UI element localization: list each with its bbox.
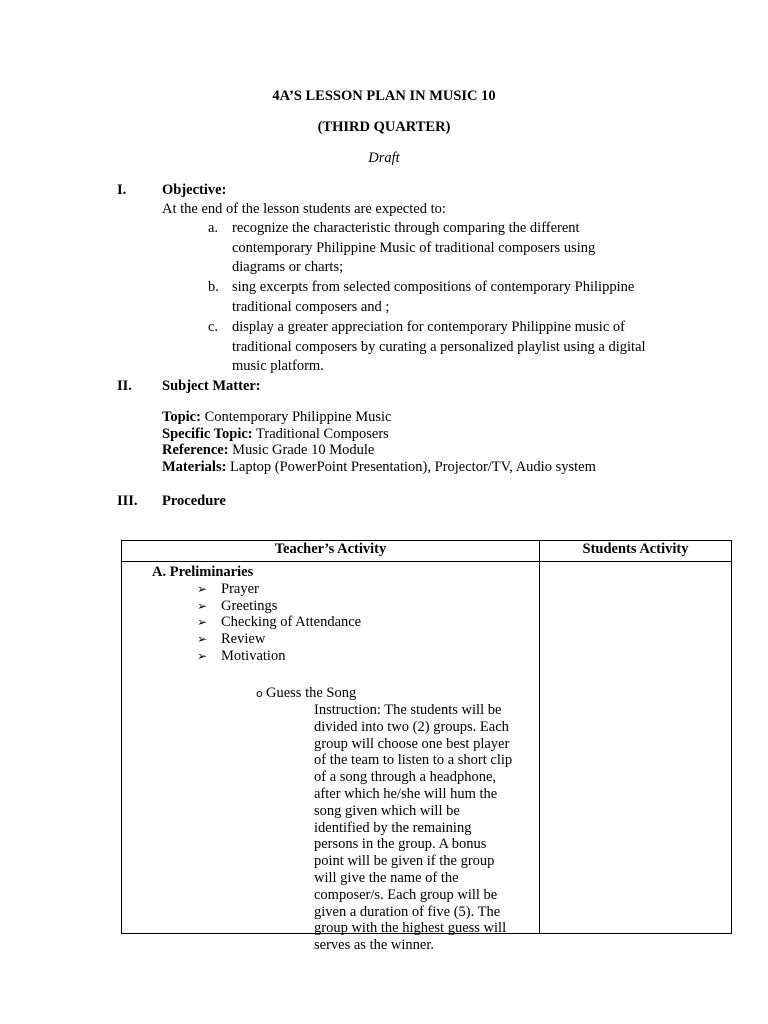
specific-topic-value: Traditional Composers (256, 426, 389, 442)
topic-value: Contemporary Philippine Music (204, 409, 392, 425)
objective-item-line: contemporary Philippine Music of traditional composers using (232, 239, 596, 256)
objective-item (232, 318, 646, 377)
arrow-bullet-icon: ➢ (197, 648, 208, 663)
instruction-line: point will be given if the group (314, 853, 495, 870)
instruction-line: serves as the winner. (314, 937, 434, 954)
subject-matter-heading: Subject Matter: (162, 378, 261, 394)
objective-item-line: sing excerpts from selected compositions of contemporary Philippine (232, 279, 635, 295)
instruction-line: will give the name of the (314, 869, 459, 886)
arrow-bullet-icon: ➢ (197, 582, 208, 596)
list-item-label: Greetings (221, 597, 278, 614)
objective-item-letter: a. (208, 220, 219, 236)
sub-item-label: Guess the Song (266, 685, 357, 701)
reference-value: Music Grade 10 Module (232, 442, 375, 458)
arrow-bullet-icon: ➢ (197, 632, 208, 647)
procedure-table (121, 540, 732, 954)
instruction-line: of a song through a headphone, (314, 769, 497, 786)
preliminaries-list (197, 581, 361, 664)
instruction-line: of the team to listen to a short clip (314, 752, 513, 769)
list-item-label: Motivation (221, 647, 286, 664)
objective-item-line: recognize the characteristic through comparing the different (232, 220, 580, 236)
topic-label: Topic: (162, 409, 201, 425)
procedure-numeral: III. (117, 493, 138, 509)
instruction-line: divided into two (2) groups. Each (314, 718, 509, 735)
instruction-text (314, 702, 536, 954)
document-status: Draft (368, 150, 400, 166)
arrow-bullet-icon: ➢ (197, 615, 208, 630)
document-title: 4A’S LESSON PLAN IN MUSIC 10 (272, 88, 496, 104)
objective-item-line: music platform. (232, 358, 324, 374)
list-item (197, 598, 361, 615)
students-activity-cell (540, 562, 732, 934)
arrow-bullet-icon: ➢ (197, 598, 208, 613)
materials-value: Laptop (PowerPoint Presentation), Projector/TV, Audio system (230, 459, 596, 475)
subject-matter-numeral: II. (117, 378, 132, 394)
document-subtitle: (THIRD QUARTER) (317, 119, 451, 135)
objective-numeral: I. (117, 182, 127, 198)
instruction-line: Instruction: The students will be (314, 702, 502, 718)
objective-item-line: display a greater appreciation for contemporary Philippine music of (232, 319, 625, 335)
procedure-heading: Procedure (162, 493, 226, 509)
list-item (197, 614, 361, 631)
instruction-line: composer/s. Each group will be (314, 886, 498, 903)
instruction-line: after which he/she will hum the (314, 785, 498, 802)
objective-intro: At the end of the lesson students are expected to: (162, 201, 446, 217)
objective-item-letter: b. (208, 279, 219, 295)
list-item-label: Prayer (221, 581, 259, 597)
table-row (122, 562, 732, 934)
list-item-label: Review (221, 631, 266, 648)
circle-bullet-icon: o (256, 687, 263, 700)
list-item (197, 648, 361, 665)
objective-item-letter: c. (208, 319, 219, 335)
teacher-activity-header: Teacher’s Activity (122, 541, 540, 562)
objective-item-line: traditional composers and ; (232, 298, 390, 315)
instruction-line: persons in the group. A bonus (314, 836, 487, 853)
objective-item (232, 278, 634, 317)
list-item-label: Checking of Attendance (221, 614, 362, 631)
specific-topic-label: Specific Topic: (162, 426, 253, 442)
objective-item-line: diagrams or charts; (232, 259, 344, 275)
teacher-activity-cell (122, 562, 540, 954)
list-item (197, 581, 361, 598)
objective-item-line: traditional composers by curating a personalized playlist using a digital (232, 338, 646, 355)
materials-label: Materials: (162, 459, 227, 475)
preliminaries-label: A. Preliminaries (152, 564, 254, 580)
reference-label: Reference: (162, 442, 229, 458)
subject-matter-materials (162, 458, 596, 477)
sub-item-guess-the-song (256, 685, 356, 703)
instruction-line: given a duration of five (5). The (314, 903, 501, 920)
list-item (197, 631, 361, 648)
instruction-line: song given which will be (314, 802, 460, 819)
instruction-line: group with the highest guess will (314, 920, 507, 937)
table-header-row (122, 541, 732, 562)
students-activity-header: Students Activity (540, 541, 732, 562)
instruction-line: identified by the remaining (314, 819, 472, 836)
objective-item (232, 219, 595, 278)
objective-heading: Objective: (162, 182, 227, 198)
instruction-line: group will choose one best player (314, 735, 510, 752)
